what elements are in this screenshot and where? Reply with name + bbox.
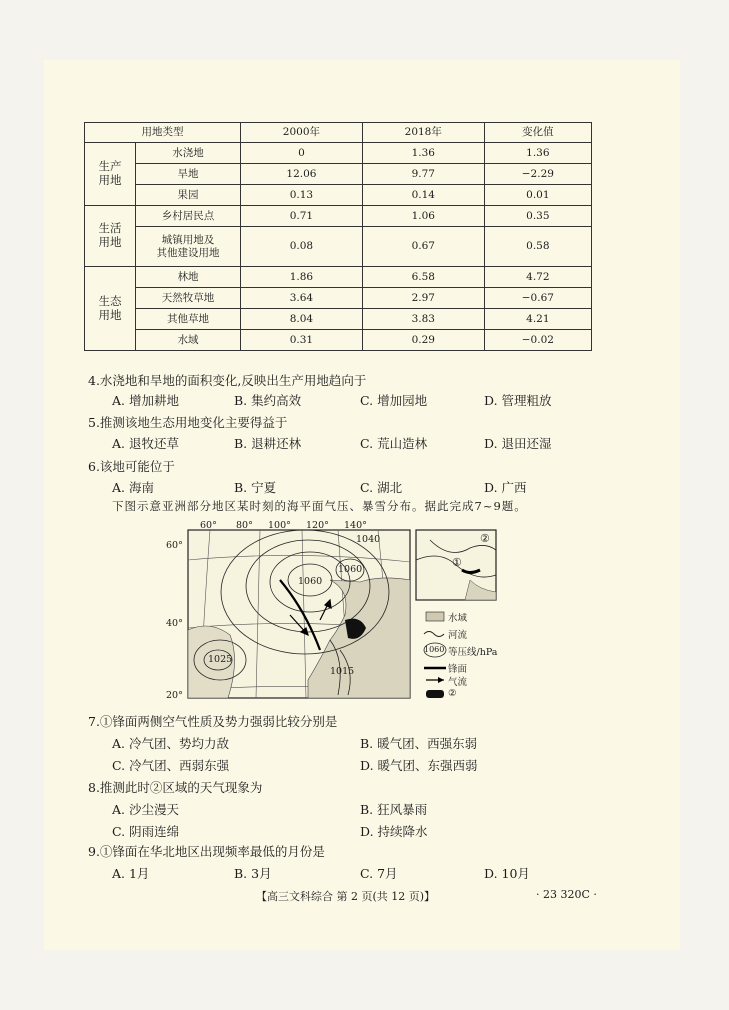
lon-label: 60° (200, 520, 217, 531)
lon-label: 80° (236, 520, 253, 531)
value-cell: −0.67 (484, 288, 591, 309)
option-b[interactable]: B. 退耕还林 (234, 436, 302, 451)
value-cell: −2.29 (484, 164, 591, 185)
table-row (85, 185, 592, 206)
option-a[interactable]: A. 退牧还草 (112, 436, 179, 451)
isobar-label: 1060 (338, 564, 363, 575)
value-cell: 0.14 (362, 185, 484, 206)
option-a[interactable]: A. 增加耕地 (112, 393, 179, 408)
table-row (85, 143, 592, 164)
lon-label: 120° (306, 520, 329, 531)
legend-label: 河流 (448, 630, 468, 641)
option-a[interactable]: A. 冷气团、势均力敌 (112, 736, 229, 751)
option-c[interactable]: C. 湖北 (360, 480, 403, 495)
value-cell: −0.02 (484, 330, 591, 351)
legend-label: ② (448, 688, 457, 699)
value-cell: 0.67 (362, 227, 484, 267)
value-cell: 0.08 (241, 227, 363, 267)
type-cell: 水域 (136, 330, 241, 351)
value-cell: 0.13 (241, 185, 363, 206)
value-cell: 1.06 (362, 206, 484, 227)
value-cell: 0.71 (241, 206, 363, 227)
land-use-table (84, 122, 592, 351)
map-intro-text: 下图示意亚洲部分地区某时刻的海平面气压、暴雪分布。据此完成7~9题。 (112, 499, 527, 513)
legend-snow-swatch (426, 690, 444, 698)
page-code: · 23 320C · (536, 888, 597, 901)
value-cell: 8.04 (241, 309, 363, 330)
legend-label: 气流 (448, 677, 468, 688)
option-a[interactable]: A. 沙尘漫天 (112, 802, 179, 817)
table-row (85, 267, 592, 288)
type-cell: 旱地 (136, 164, 241, 185)
front-marker-1: ① (452, 556, 462, 569)
value-cell: 4.72 (484, 267, 591, 288)
option-d[interactable]: D. 暖气团、东强西弱 (360, 758, 478, 773)
value-cell: 1.36 (484, 143, 591, 164)
lon-label: 140° (344, 520, 367, 531)
lat-label: 40° (166, 618, 183, 629)
option-c[interactable]: C. 荒山造林 (360, 436, 428, 451)
value-cell: 3.83 (362, 309, 484, 330)
value-cell: 0.35 (484, 206, 591, 227)
legend-isobar-value: 1060 (424, 645, 445, 654)
category-cell: 生产 用地 (85, 143, 136, 206)
table-row (85, 206, 592, 227)
question-6-stem: 6.该地可能位于 (88, 459, 175, 474)
question-9-stem: 9.①锋面在华北地区出现频率最低的月份是 (88, 844, 325, 859)
option-c[interactable]: C. 增加园地 (360, 393, 428, 408)
legend-river-line (424, 632, 444, 637)
table-row (85, 309, 592, 330)
option-c[interactable]: C. 阴雨连绵 (112, 824, 180, 839)
value-cell: 9.77 (362, 164, 484, 185)
value-cell: 1.36 (362, 143, 484, 164)
legend-water-swatch (426, 612, 444, 621)
isobar-label: 1060 (298, 576, 323, 587)
isobar-label: 1040 (356, 534, 381, 545)
option-b[interactable]: B. 集约高效 (234, 393, 302, 408)
page-footer: 【高三文科综合 第 2 页(共 12 页)】 (256, 890, 436, 903)
isobar-label: 1025 (208, 654, 233, 665)
legend-label: 水域 (448, 613, 468, 624)
option-d[interactable]: D. 退田还湿 (484, 436, 552, 451)
value-cell: 1.86 (241, 267, 363, 288)
value-cell: 0.31 (241, 330, 363, 351)
type-cell: 水浇地 (136, 143, 241, 164)
option-c[interactable]: C. 冷气团、西弱东强 (112, 758, 230, 773)
category-cell: 生活 用地 (85, 206, 136, 267)
value-cell: 3.64 (241, 288, 363, 309)
option-d[interactable]: D. 广西 (484, 480, 527, 495)
region-marker-2: ② (480, 532, 490, 545)
value-cell: 2.97 (362, 288, 484, 309)
value-cell: 0.01 (484, 185, 591, 206)
lat-label: 20° (166, 690, 183, 701)
isobar-label: 1015 (330, 666, 355, 677)
type-cell: 林地 (136, 267, 241, 288)
table-header: 2018年 (362, 123, 484, 143)
value-cell: 0 (241, 143, 363, 164)
legend-label: 锋面 (448, 664, 468, 675)
option-d[interactable]: D. 10月 (484, 866, 530, 881)
type-cell: 天然牧草地 (136, 288, 241, 309)
option-c[interactable]: C. 7月 (360, 866, 398, 881)
option-b[interactable]: B. 暖气团、西强东弱 (360, 736, 478, 751)
table-header: 变化值 (484, 123, 591, 143)
question-7-stem: 7.①锋面两侧空气性质及势力强弱比较分别是 (88, 714, 338, 729)
type-cell: 其他草地 (136, 309, 241, 330)
option-b[interactable]: B. 宁夏 (234, 480, 277, 495)
value-cell: 0.29 (362, 330, 484, 351)
lon-label: 100° (268, 520, 291, 531)
value-cell: 4.21 (484, 309, 591, 330)
value-cell: 12.06 (241, 164, 363, 185)
value-cell: 6.58 (362, 267, 484, 288)
lat-label: 60° (166, 540, 183, 551)
question-8-stem: 8.推测此时②区域的天气现象为 (88, 780, 263, 795)
map-graphic (180, 520, 600, 706)
table-header: 2000年 (241, 123, 363, 143)
table-row (85, 227, 592, 267)
option-d[interactable]: D. 管理粗放 (484, 393, 552, 408)
table-row (85, 330, 592, 351)
table-header: 用地类型 (85, 123, 241, 143)
question-4-stem: 4.水浇地和旱地的面积变化,反映出生产用地趋向于 (88, 373, 367, 388)
question-5-stem: 5.推测该地生态用地变化主要得益于 (88, 415, 288, 430)
option-b[interactable]: B. 狂风暴雨 (360, 802, 428, 817)
option-a[interactable]: A. 1月 (112, 866, 150, 881)
table-row (85, 164, 592, 185)
table-row (85, 288, 592, 309)
value-cell: 0.58 (484, 227, 591, 267)
category-cell: 生态 用地 (85, 267, 136, 351)
option-a[interactable]: A. 海南 (112, 480, 154, 495)
option-b[interactable]: B. 3月 (234, 866, 272, 881)
legend-label: 等压线/hPa (448, 647, 498, 658)
type-cell: 果园 (136, 185, 241, 206)
pressure-snow-map (166, 520, 600, 706)
type-cell: 城镇用地及 其他建设用地 (136, 227, 241, 267)
table-header-row (85, 123, 592, 143)
option-d[interactable]: D. 持续降水 (360, 824, 428, 839)
type-cell: 乡村居民点 (136, 206, 241, 227)
